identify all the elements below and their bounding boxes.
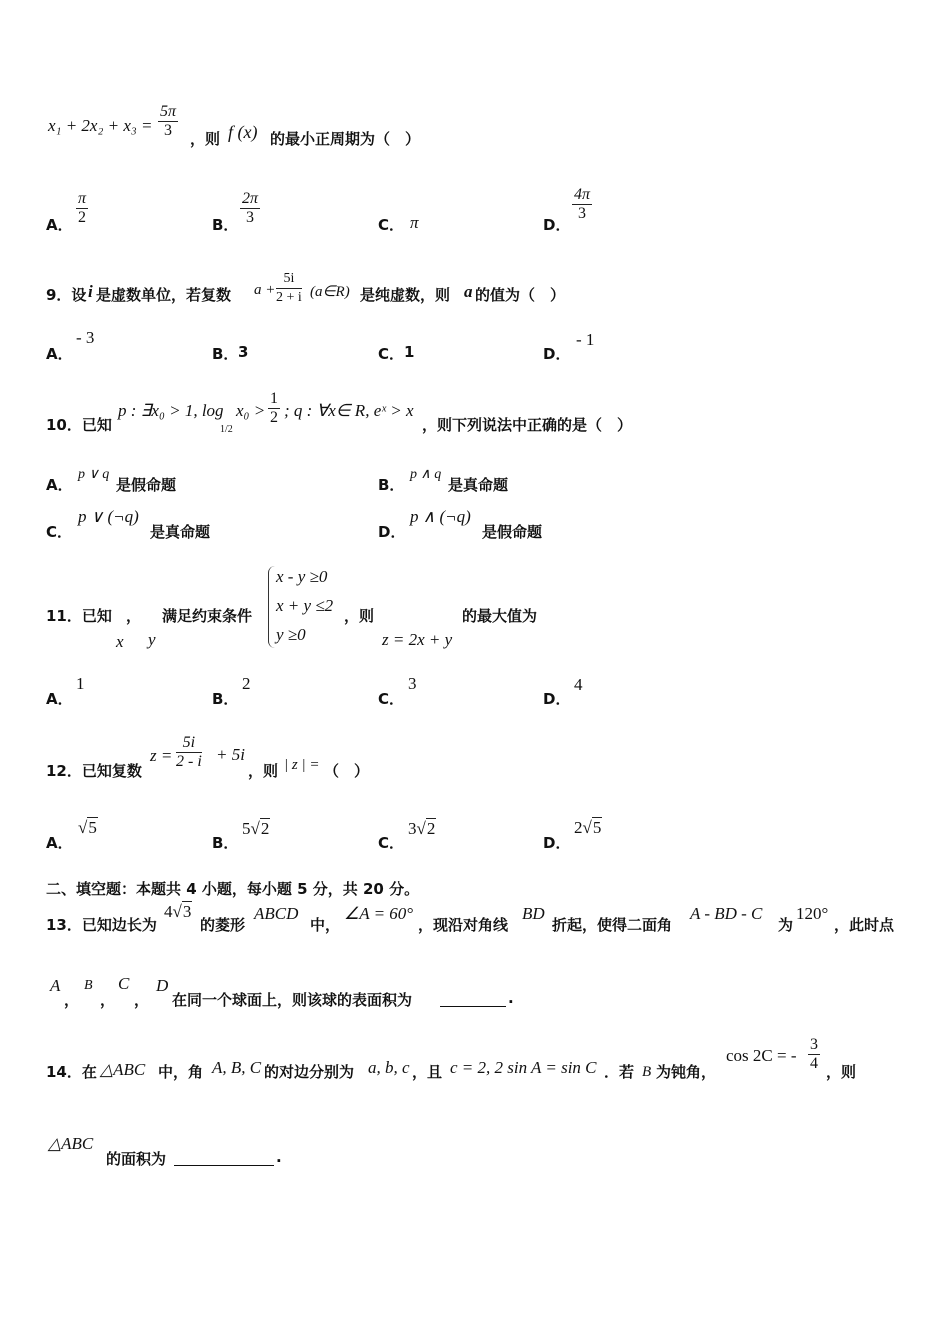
q8-frac-den: 3 — [164, 122, 172, 139]
q11-x-var: x — [116, 632, 124, 651]
q13-answer-blank[interactable] — [440, 989, 506, 1007]
q11-constraint-brace — [268, 566, 275, 648]
q12-tail-2: （ ） — [324, 762, 370, 780]
q11-option-b-letter[interactable]: B． — [212, 690, 239, 708]
q13-point-c: C — [118, 974, 130, 993]
q9-frac-num: 5i — [276, 270, 302, 289]
q11-y-var: y — [148, 630, 156, 649]
q14-cos-expr: cos 2C = - — [726, 1046, 797, 1065]
q14-t2: 的对边分别为 — [264, 1063, 355, 1081]
q10-option-c-letter[interactable]: C． — [46, 523, 73, 541]
q11-comma: ， — [126, 607, 142, 625]
q12-option-c-letter[interactable]: C． — [378, 834, 405, 852]
q9-option-a-value: - 3 — [76, 328, 95, 347]
q13-bd: BD — [522, 904, 545, 923]
q12-option-c-value: 3√2 — [408, 819, 436, 838]
q13-t2: 中， — [310, 916, 341, 934]
q14-prefix: 14．在 — [46, 1063, 97, 1081]
q9-expr-a: a + — [254, 282, 276, 298]
q8-option-d-letter[interactable]: D． — [543, 216, 571, 234]
q12-z-eq: z = — [150, 746, 173, 765]
q12-option-a-letter[interactable]: A． — [46, 834, 73, 852]
q8-option-c-letter[interactable]: C． — [378, 216, 405, 234]
q14-sides: a, b, c — [368, 1058, 410, 1077]
q12-prefix: 12．已知复数 — [46, 762, 142, 780]
q10-half — [268, 390, 280, 427]
q13-angle: ∠A = 60° — [344, 904, 414, 923]
q8-option-d-den: 3 — [578, 205, 586, 222]
q9-option-c-value: 1 — [404, 343, 415, 361]
q14-cos-den: 4 — [810, 1055, 818, 1072]
q11-option-b-value: 2 — [242, 674, 251, 693]
q9-a-var: a — [464, 282, 473, 301]
q8-func: f (x) — [228, 122, 258, 142]
q14-t5: 为钝角， — [656, 1063, 717, 1081]
q11-option-c-value: 3 — [408, 674, 417, 693]
q12-option-d-value: 2√5 — [574, 818, 602, 837]
q12-option-a-rad: 5 — [88, 818, 97, 837]
q13-prefix: 13．已知边长为 — [46, 916, 157, 934]
q11-option-d-letter[interactable]: D． — [543, 690, 571, 708]
q8-option-d-num: 4π — [574, 186, 591, 203]
q12-frac-den: 2 - i — [176, 753, 202, 770]
q14-cos-fraction — [808, 1036, 820, 1073]
q12-frac-num: 5i — [176, 734, 202, 753]
q12-option-b-value: 5√2 — [242, 819, 270, 838]
q8-option-b-den: 3 — [246, 209, 254, 226]
q10-option-b-letter[interactable]: B． — [378, 476, 405, 494]
q9-option-b-value: 3 — [238, 343, 249, 361]
q10-option-c-text: 是真命题 — [150, 523, 211, 541]
q10-half-num: 1 — [270, 390, 278, 407]
q14-t4: ．若 — [604, 1063, 635, 1081]
q13-point-b: B — [84, 978, 93, 993]
section-2-heading: 二、填空题：本题共 4 小题，每小题 5 分，共 20 分。 — [46, 880, 420, 898]
q9-option-c-letter[interactable]: C． — [378, 345, 405, 363]
q11-mid: 满足约束条件 — [162, 607, 253, 625]
q10-tail: ，则下列说法中正确的是（ ） — [422, 416, 633, 434]
q10-option-a-letter[interactable]: A． — [46, 476, 73, 494]
q14-end: . — [276, 1148, 282, 1166]
q12-abs: | z | = — [284, 757, 320, 773]
q14-tri-2: △ABC — [48, 1134, 94, 1153]
q13-point-a: A — [50, 976, 61, 995]
q9-i-var: i — [88, 282, 93, 301]
q9-mid: 是虚数单位，若复数 — [96, 286, 232, 304]
q12-option-c-rad: 2 — [426, 819, 436, 838]
q9-option-b-letter[interactable]: B． — [212, 345, 239, 363]
q9-expr-cond: (a∈R) — [310, 284, 350, 300]
q11-tail: 的最大值为 — [462, 607, 538, 625]
q10-option-a-expr: p ∨ q — [78, 467, 110, 482]
q12-plus: + 5i — [216, 745, 245, 764]
q8-option-c-value: π — [410, 213, 419, 232]
q14-t6: ，则 — [826, 1063, 857, 1081]
q14-cond: c = 2, 2 sin A = sin C — [450, 1058, 597, 1077]
q8-option-d-value — [572, 186, 592, 223]
q10-q-part: ; q : ∀x∈ R, eˣ > x — [284, 401, 414, 420]
q12-tail-1: ，则 — [248, 762, 279, 780]
q11-option-d-value: 4 — [574, 675, 583, 694]
q9-prefix: 9．设 — [46, 286, 87, 304]
q9-option-a-letter[interactable]: A． — [46, 345, 73, 363]
q10-prefix: 10．已知 — [46, 416, 112, 434]
q8-option-b-letter[interactable]: B． — [212, 216, 239, 234]
q13-end: . — [508, 989, 514, 1007]
q12-option-d-rad: 5 — [592, 818, 602, 837]
q13-dihedral: A - BD - C — [690, 904, 763, 923]
q14-t1: 中，角 — [158, 1063, 204, 1081]
q12-option-c-coef: 3 — [408, 819, 417, 838]
q11-constraint-2: x + y ≤2 — [276, 596, 334, 615]
q8-frac-num: 5π — [160, 103, 177, 120]
q10-option-d-text: 是假命题 — [482, 523, 543, 541]
q11-option-a-value: 1 — [76, 674, 85, 693]
q8-tail-2: 的最小正周期为（ ） — [270, 130, 421, 148]
q10-option-b-text: 是真命题 — [448, 476, 509, 494]
q9-fraction — [276, 270, 302, 307]
q13-sep-2: ， — [100, 991, 116, 1009]
q10-option-b-expr: p ∧ q — [410, 467, 442, 482]
q8-option-a-value — [76, 190, 88, 227]
q8-option-a-den: 2 — [78, 209, 86, 226]
q12-fraction — [176, 734, 202, 771]
q14-tail: 的面积为 — [106, 1150, 167, 1168]
q12-option-b-rad: 2 — [260, 819, 270, 838]
q13-t6: ，此时点 — [834, 916, 895, 934]
q11-prefix: 11．已知 — [46, 607, 112, 625]
q9-option-d-value: - 1 — [576, 330, 595, 349]
q8-option-a-letter[interactable]: A． — [46, 216, 73, 234]
q13-sep-1: ， — [64, 991, 80, 1009]
q13-side-rad: 3 — [182, 902, 192, 921]
q14-tri: △ABC — [100, 1060, 146, 1079]
q13-t1: 的菱形 — [200, 916, 246, 934]
q13-point-d: D — [156, 976, 169, 995]
q12-option-b-letter[interactable]: B． — [212, 834, 239, 852]
q10-p-part: p : ∃x₀ > 1, log — [118, 401, 224, 420]
q9-tail-2: 的值为（ ） — [475, 286, 566, 304]
q8-condition-fraction — [158, 103, 178, 140]
q10-option-d-expr: p ∧ (¬q) — [410, 507, 471, 526]
q11-option-c-letter[interactable]: C． — [378, 690, 405, 708]
q14-answer-blank[interactable] — [174, 1148, 274, 1166]
q11-constraint-3: y ≥0 — [276, 625, 306, 644]
q12-option-a-value: √5 — [78, 818, 97, 837]
q11-z-expr: z = 2x + y — [382, 630, 453, 649]
q8-option-b-value — [240, 190, 260, 227]
q10-log-base: 1/2 — [220, 424, 233, 435]
q9-tail-1: 是纯虚数，则 — [360, 286, 451, 304]
q14-angles: A, B, C — [212, 1058, 262, 1077]
q13-abcd: ABCD — [254, 904, 299, 923]
q8-tail-1: ，则 — [190, 130, 221, 148]
q13-sep-3: ， — [134, 991, 150, 1009]
q9-option-d-letter[interactable]: D． — [543, 345, 571, 363]
q13-side-coef: 4 — [164, 902, 173, 921]
q11-then: ，则 — [344, 607, 375, 625]
q10-half-den: 2 — [270, 409, 278, 426]
q13-t4: 折起，使得二面角 — [552, 916, 673, 934]
q13-deg: 120° — [796, 904, 829, 923]
q14-cos-num: 3 — [810, 1036, 818, 1053]
q8-option-b-num: 2π — [242, 190, 259, 207]
q10-option-c-expr: p ∨ (¬q) — [78, 507, 139, 526]
q13-tail: 在同一个球面上，则该球的表面积为 — [172, 991, 413, 1009]
q12-option-b-coef: 5 — [242, 819, 251, 838]
q14-b-var: B — [642, 1064, 652, 1080]
q10-p-part-2: x₀ > — [236, 401, 266, 420]
q10-option-a-text: 是假命题 — [116, 476, 177, 494]
q13-side: 4√3 — [164, 902, 192, 921]
q11-option-a-letter[interactable]: A． — [46, 690, 73, 708]
q13-t5: 为 — [778, 916, 794, 934]
q9-frac-den: 2 + i — [276, 290, 302, 305]
q8-condition-lhs: x₁ + 2x₂ + x₃ = — [48, 116, 153, 135]
q12-option-d-letter[interactable]: D． — [543, 834, 571, 852]
q12-option-d-coef: 2 — [574, 818, 583, 837]
q13-t3: ，现沿对角线 — [418, 916, 509, 934]
q10-option-d-letter[interactable]: D． — [378, 523, 406, 541]
q8-option-a-num: π — [78, 190, 87, 207]
q14-t3: ，且 — [412, 1063, 443, 1081]
q11-constraint-1: x - y ≥0 — [276, 567, 328, 586]
